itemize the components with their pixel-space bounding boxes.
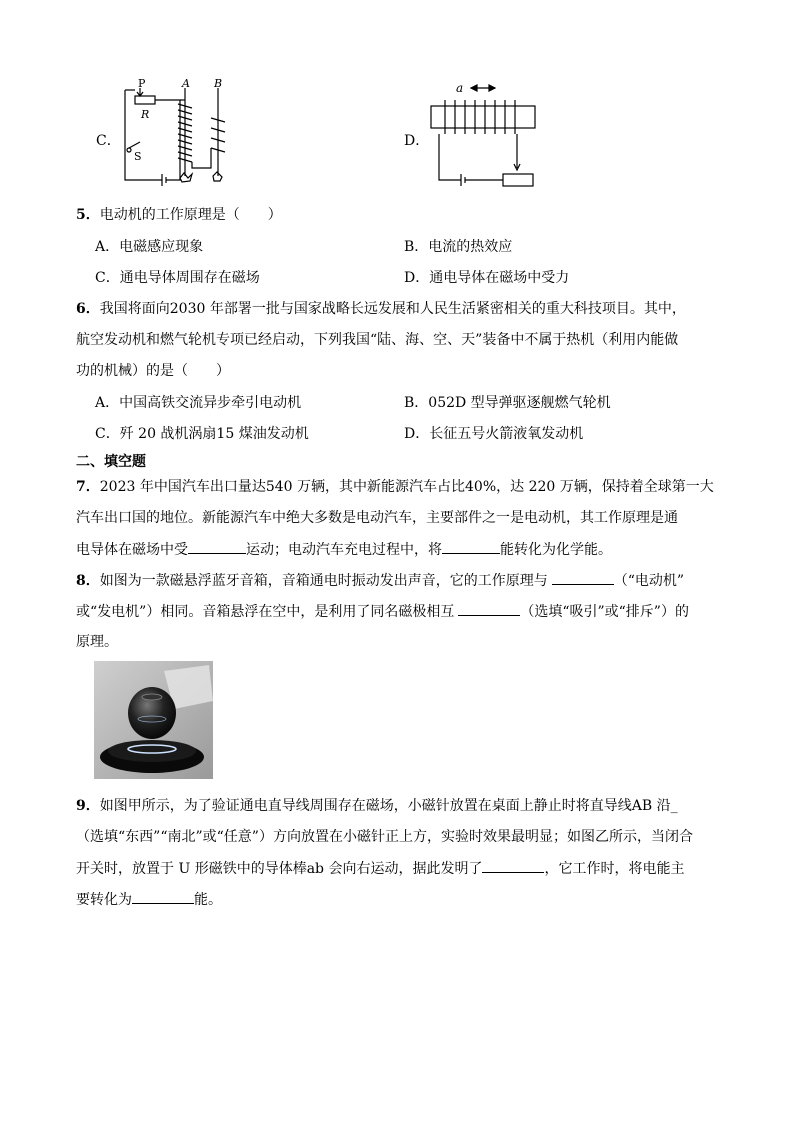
text-segment: （选填“吸引”或“排斥”）的	[520, 604, 689, 620]
question-8-line-3: 原理。	[76, 634, 118, 650]
question-7-line-1	[76, 477, 714, 497]
question-8-line-2	[76, 601, 689, 622]
text-segment: 能转化为化学能。	[500, 542, 612, 558]
text-segment: 运动；电动汽车充电过程中，将	[246, 542, 442, 558]
option-d-label: D．	[404, 133, 430, 149]
q5-option-c: C．通电导体周围存在磁场	[95, 270, 260, 286]
q6-option-c: C．歼 20 战机涡扇15 煤油发动机	[95, 426, 309, 442]
q6-option-d: D．长征五号火箭液氧发动机	[404, 426, 584, 442]
figure-d-solenoid	[425, 78, 545, 190]
text-segment: 要转化为	[76, 892, 132, 908]
question-text: 如图甲所示，为了验证通电直导线周围存在磁场，小磁针放置在桌面上静止时将直导线AB 沿_	[99, 798, 678, 814]
question-7-line-2: 汽车出口国的地位。新能源汽车中绝大多数是电动汽车，主要部件之一是电动机，其工作原理是通	[76, 510, 678, 526]
answer-blank[interactable]	[552, 570, 614, 585]
question-8-line-1	[76, 570, 684, 591]
label-a-small: a	[456, 81, 464, 95]
figure-c-electromagnets	[110, 78, 240, 190]
label-a: A	[182, 78, 190, 90]
text-segment: 开关时，放置于 U 形磁铁中的导体棒ab 会向右运动，据此发明了	[76, 861, 483, 877]
levitating-speaker-photo	[94, 661, 213, 779]
text-segment: 如图为一款磁悬浮蓝牙音箱，音箱通电时振动发出声音，它的工作原理与	[99, 573, 548, 589]
question-5	[76, 205, 282, 225]
text-segment: 或“发电机”）相同。音箱悬浮在空中，是利用了同名磁极相互	[76, 604, 455, 620]
question-number: 5．	[76, 207, 100, 223]
label-b: B	[214, 78, 223, 90]
label-p: P	[138, 78, 146, 90]
q5-option-b: B．电流的热效应	[404, 239, 513, 255]
answer-blank[interactable]	[188, 539, 246, 554]
q6-option-b: B．052D 型导弹驱逐舰燃气轮机	[404, 395, 611, 411]
question-6-line-2: 航空发动机和燃气轮机专项已经启动，下列我国“陆、海、空、天”装备中不属于热机（利用内能做	[76, 332, 679, 348]
question-number: 7．	[76, 479, 100, 495]
q5-option-d: D．通电导体在磁场中受力	[404, 270, 570, 286]
question-7-line-3	[76, 539, 612, 560]
question-text: 电动机的工作原理是（ ）	[99, 207, 282, 223]
answer-blank[interactable]	[442, 539, 500, 554]
text-segment: ，它工作时，将电能主	[544, 861, 685, 877]
label-r: R	[141, 108, 150, 121]
text-segment: 电导体在磁场中受	[76, 542, 188, 558]
question-text: 2023 年中国汽车出口量达540 万辆，其中新能源汽车占比40%，达 220 万辆，保持着全球第一大	[99, 479, 714, 495]
text-segment: （“电动机”	[613, 573, 685, 589]
answer-blank[interactable]	[132, 889, 194, 904]
question-9-line-1	[76, 796, 678, 816]
question-number: 9．	[76, 798, 100, 814]
q6-option-a: A．中国高铁交流异步牵引电动机	[95, 395, 302, 411]
q5-option-a: A．电磁感应现象	[95, 239, 204, 255]
text-segment: 能。	[194, 892, 222, 908]
answer-blank[interactable]	[458, 601, 520, 616]
question-9-line-2: （选填“东西”“南北”或“任意”）方向放置在小磁针正上方，实验时效果最明显；如图乙所示，当闭合	[76, 829, 693, 845]
question-6-line-3: 功的机械）的是（ ）	[76, 363, 230, 379]
label-s: S	[134, 150, 142, 163]
question-number: 8．	[76, 573, 100, 589]
question-number: 6．	[76, 301, 100, 317]
question-9-line-4	[76, 889, 222, 910]
question-6-line-1	[76, 299, 686, 319]
question-9-line-3	[76, 858, 684, 879]
option-c-label: C．	[96, 133, 121, 149]
answer-blank[interactable]	[482, 858, 544, 873]
question-text: 我国将面向2030 年部署一批与国家战略长远发展和人民生活紧密相关的重大科技项目。其中，	[99, 301, 686, 317]
section-heading: 二、填空题	[76, 454, 146, 470]
